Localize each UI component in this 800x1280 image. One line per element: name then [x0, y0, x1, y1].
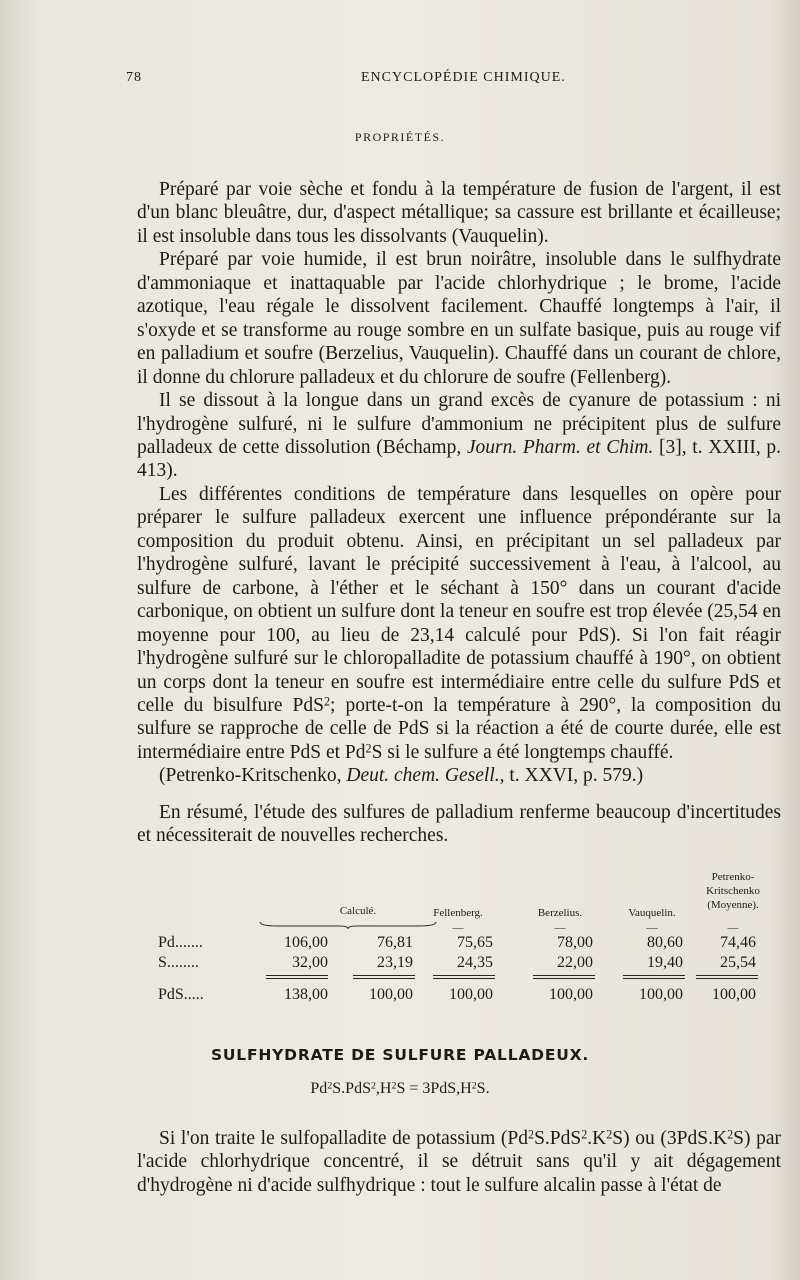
- superscript: 2: [324, 694, 331, 709]
- citation: [137, 764, 781, 787]
- header-line: Petrenko-: [711, 871, 755, 883]
- formula-part: ,H: [375, 1080, 392, 1097]
- divider: [696, 978, 758, 979]
- paragraph-text: S.PdS: [534, 1128, 582, 1149]
- paragraph-text: Il se dissout à la longue dans un grand excès de cyanure de potassium : ni l'hydrogène sulfuré, ni le sulfure d'ammonium ne précipitent plus de sulfure palladeux de cette dissolution (Béchamp,: [137, 390, 781, 458]
- superscript: 2: [727, 1127, 734, 1142]
- header-line: Kritschenko: [706, 885, 760, 897]
- paragraph-text: S si le sulfure a été longtemps chauffé.: [371, 741, 674, 763]
- divider: [266, 978, 328, 979]
- running-title: ENCYCLOPÉDIE CHIMIQUE.: [361, 70, 566, 85]
- paragraph-text: ; porte-t-on la température à 290°, la composition du sulfure se rapproche de celle de PdS si la réaction a été de courte durée, elle est intermédiaire entre PdS et Pd: [137, 694, 782, 763]
- subsection-title: SULFHYDRATE DE SULFURE PALLADEUX.: [210, 1046, 590, 1064]
- table-cell: 138,00: [284, 986, 328, 1003]
- table-row: [158, 934, 758, 954]
- header-petrenko: [688, 870, 778, 912]
- paragraph: [137, 248, 781, 389]
- dash: —: [554, 922, 566, 934]
- dash: —: [646, 922, 658, 934]
- paragraph-text: S) par l'acide chlorhydrique concentré, il se détruit sans qu'il y ait dégagement d'hydrogène ni d'acide sulfhydrique : tout le sulfure alcalin passe à l'état de: [137, 1128, 781, 1196]
- paragraph: [137, 389, 781, 483]
- table-cell: 100,00: [449, 986, 493, 1003]
- header-fellenberg: Fellenberg.: [433, 907, 483, 919]
- divider: [533, 978, 595, 979]
- table-cell: 24,35: [457, 954, 493, 971]
- table-cell: 78,00: [557, 934, 593, 951]
- header-calcule: Calculé.: [339, 905, 377, 917]
- divider: [433, 975, 495, 976]
- divider: [623, 978, 685, 979]
- row-label: S........: [158, 954, 199, 971]
- paragraph: [137, 178, 781, 248]
- table-cell: 19,40: [647, 954, 683, 971]
- final-paragraph: [137, 1127, 781, 1197]
- divider: [623, 975, 685, 976]
- row-label: PdS.....: [158, 986, 204, 1003]
- superscript: 2: [471, 1080, 477, 1092]
- journal-reference: Deut. chem. Gesell.: [346, 765, 500, 787]
- table-cell: 23,19: [377, 954, 413, 971]
- table-cell: 100,00: [712, 986, 756, 1003]
- table-cell: 75,65: [457, 934, 493, 951]
- superscript: 2: [365, 741, 372, 756]
- table-cell: 76,81: [377, 934, 413, 951]
- table-cell: 106,00: [284, 934, 328, 951]
- paragraph-text: [3], t. XXIII, p. 413).: [137, 436, 781, 482]
- formula-part: S.: [476, 1080, 490, 1097]
- dash: —: [727, 922, 739, 934]
- paragraph-text: Préparé par voie humide, il est brun noirâtre, insoluble dans le sulfhydrate d'ammoniaque et inattaquable par l'acide chlorhydrique ; le brome, l'acide azotique, l'eau régale le dissolvent facilement. Chauffé longtemps à l'air, il s'oxyde et se transforme au rouge sombre en un sulfate basique, puis au rouge vif en palladium et soufre (Berzelius, Vauquelin). Chauffé dans un courant de chlore, il donne du chlorure palladeux et du chlorure de soufre (Fellenberg).: [137, 249, 781, 388]
- divider: [266, 975, 328, 976]
- divider: [533, 975, 595, 976]
- divider: [696, 975, 758, 976]
- citation-text: (Petrenko-Kritschenko,: [159, 765, 347, 787]
- table-cell: 32,00: [292, 954, 328, 971]
- divider: [353, 978, 415, 979]
- section-title: PROPRIÉTÉS.: [354, 130, 446, 144]
- table-row: [158, 954, 758, 974]
- brace-icon: [258, 920, 438, 930]
- main-text: [137, 178, 781, 848]
- paragraph-text: Préparé par voie sèche et fondu à la température de fusion de l'argent, il est d'un blanc bleuâtre, dur, d'aspect métallique; sa cassure est brillante et écailleuse; il est insoluble dans tous les dissolvants (Vauquelin).: [137, 179, 781, 247]
- table-cell: 100,00: [639, 986, 683, 1003]
- superscript: 2: [606, 1127, 613, 1142]
- table-cell: 25,54: [720, 954, 756, 971]
- paragraph: [137, 1127, 781, 1197]
- header-line: (Moyenne).: [707, 899, 759, 911]
- superscript: 2: [581, 1127, 588, 1142]
- header-berzelius: Berzelius.: [537, 907, 583, 919]
- paragraph-text: Si l'on traite le sulfopalladite de potassium (Pd: [159, 1128, 529, 1149]
- table-row-total: [158, 986, 758, 1006]
- paragraph-text: S) ou (3PdS.K: [612, 1128, 728, 1149]
- paragraph-text: .K: [587, 1128, 607, 1149]
- formula-part: Pd: [310, 1080, 328, 1097]
- formula-part: S = 3PdS,H: [396, 1080, 472, 1097]
- divider: [353, 975, 415, 976]
- formula-part: S.PdS: [332, 1080, 371, 1097]
- composition-table: [158, 870, 758, 1040]
- superscript: 2: [370, 1080, 376, 1092]
- paragraph: [137, 483, 781, 764]
- header-vauquelin: Vauquelin.: [628, 907, 676, 919]
- table-cell: 100,00: [549, 986, 593, 1003]
- paragraph-text: Les différentes conditions de température dans lesquelles on opère pour préparer le sulfure palladeux exercent une influence prépondérante sur la composition du produit obtenu. Ainsi, en précipitant un sel palladeux par l'hydrogène sulfuré, lavant le précipité successivement à l'eau, à l'alcool, au sulfure de carbone, à l'éther et le séchant à 150° dans un courant d'acide carbonique, on obtient un sulfure dont la teneur en soufre est trop élevée (25,54 en moyenne pour 100, au lieu de 23,14 calculé pour PdS). Si l'on fait réagir l'hydrogène sulfuré sur le chloropalladite de potassium chauffé à 190°, on obtient un corps dont la teneur en soufre est intermédiaire entre celle du sulfure PdS et celle du bisulfure PdS: [137, 483, 781, 716]
- row-label: Pd.......: [158, 934, 203, 951]
- table-cell: 100,00: [369, 986, 413, 1003]
- chemical-formula: [0, 1080, 800, 1098]
- superscript: 2: [528, 1127, 535, 1142]
- table-cell: 80,60: [647, 934, 683, 951]
- page-number: 78: [126, 70, 142, 85]
- paragraph: [137, 801, 781, 848]
- citation-text: , t. XXVI, p. 579.): [499, 765, 644, 787]
- table-cell: 22,00: [557, 954, 593, 971]
- table-cell: 74,46: [720, 934, 756, 951]
- dash: —: [452, 922, 464, 934]
- superscript: 2: [391, 1080, 397, 1092]
- superscript: 2: [327, 1080, 333, 1092]
- page-header: [126, 66, 706, 88]
- divider: [433, 978, 495, 979]
- paragraph-text: En résumé, l'étude des sulfures de palladium renferme beaucoup d'incertitudes et nécessiterait de nouvelles recherches.: [137, 801, 781, 847]
- journal-reference: Journ. Pharm. et Chim.: [466, 436, 654, 458]
